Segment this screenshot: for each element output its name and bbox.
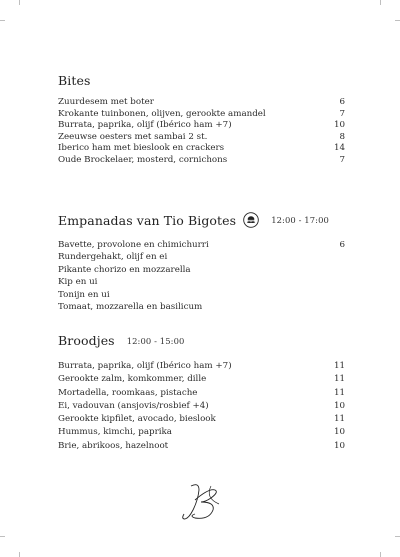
mustache-chef-icon <box>243 212 259 228</box>
menu-item <box>58 264 345 276</box>
section-broodjes <box>58 333 345 453</box>
menu-item-name: Brie, abrikoos, hazelnoot <box>58 440 169 451</box>
menu-item <box>58 132 345 144</box>
menu-item <box>58 289 345 301</box>
menu-item-name: Rundergehakt, olijf en ei <box>58 252 168 263</box>
menu-item-price: 11 <box>333 374 345 385</box>
menu-item-name: Pikante chorizo en mozzarella <box>58 264 191 275</box>
menu-list <box>58 360 345 453</box>
crop-mark-top-right-v <box>380 0 381 5</box>
menu-item-name: Oude Brockelaer, mosterd, cornichons <box>58 154 228 165</box>
menu-item <box>58 120 345 132</box>
menu-item <box>58 400 345 413</box>
menu-item <box>58 301 345 313</box>
section-title-text: Broodjes <box>58 333 115 348</box>
menu-item-name: Iberico ham met bieslook en crackers <box>58 143 225 154</box>
menu-item-name: Tonijn en ui <box>58 289 110 300</box>
menu-item-price: 11 <box>333 361 345 371</box>
menu-item-price: 8 <box>339 131 345 142</box>
section-empanadas <box>58 212 345 313</box>
menu-item-name: Zuurdesem met boter <box>58 97 154 107</box>
menu-list <box>58 239 345 313</box>
crop-mark-bottom-right-v <box>380 552 381 557</box>
menu-item-name: Gerookte kipfilet, avocado, bieslook <box>58 414 216 425</box>
menu-item <box>58 387 345 400</box>
crop-mark-top-left-h <box>0 20 5 21</box>
menu-item-price: 10 <box>333 120 345 131</box>
menu-item-name: Mortadella, roomkaas, pistache <box>58 387 198 398</box>
menu-item <box>58 360 345 373</box>
menu-item-price: 7 <box>339 108 345 119</box>
menu-item-name: Bavette, provolone en chimichurri <box>58 240 209 250</box>
menu-item <box>58 426 345 439</box>
menu-item-price: 11 <box>333 387 345 398</box>
menu-item-price: 10 <box>333 427 345 438</box>
crop-mark-top-left-v <box>19 0 20 5</box>
menu-item <box>58 97 345 109</box>
menu-item-price: 6 <box>339 240 345 250</box>
menu-item-price: 6 <box>339 97 345 107</box>
menu-item <box>58 373 345 386</box>
menu-item <box>58 251 345 263</box>
menu-item-name: Krokante tuinbonen, olijven, gerookte amandel <box>58 108 266 119</box>
menu-item <box>58 143 345 155</box>
section-title-text: Empanadas van Tio Bigotes <box>58 212 237 228</box>
crop-mark-bottom-right-h <box>395 536 400 537</box>
b-monogram-logo <box>175 478 231 528</box>
section-title-text: Bites <box>58 73 91 88</box>
menu-item <box>58 276 345 288</box>
menu-item-price: 14 <box>333 143 345 154</box>
menu-item <box>58 440 345 453</box>
menu-item <box>58 413 345 426</box>
section-time: 12:00 - 17:00 <box>271 215 329 225</box>
section-title <box>58 73 345 88</box>
menu-item-price: 11 <box>333 414 345 425</box>
menu-item-name: Hummus, kimchi, paprika <box>58 427 172 438</box>
menu-item <box>58 155 345 167</box>
menu-item-name: Kip en ui <box>58 277 98 288</box>
menu-item-name: Burrata, paprika, olijf (Ibérico ham +7) <box>58 361 232 371</box>
crop-mark-top-right-h <box>395 20 400 21</box>
crop-mark-bottom-left-v <box>19 552 20 557</box>
menu-item-name: Burrata, paprika, olijf (Ibérico ham +7) <box>58 120 232 131</box>
menu-item <box>58 109 345 121</box>
menu-item-name: Tomaat, mozzarella en basilicum <box>58 302 203 313</box>
menu-item-price: 7 <box>339 154 345 165</box>
menu-item-name: Zeeuwse oesters met sambai 2 st. <box>58 131 208 142</box>
menu-item-price: 10 <box>333 400 345 411</box>
section-time: 12:00 - 15:00 <box>126 335 185 346</box>
menu-item-name: Ei, vadouvan (ansjovis/rosbief +4) <box>58 400 209 411</box>
crop-mark-bottom-left-h <box>0 536 5 537</box>
section-title <box>58 333 345 348</box>
section-title <box>58 212 345 228</box>
menu-item-name: Gerookte zalm, komkommer, dille <box>58 374 207 385</box>
menu-item-price: 10 <box>333 440 345 451</box>
menu-list <box>58 97 345 167</box>
section-bites <box>58 73 345 167</box>
menu-item <box>58 239 345 251</box>
